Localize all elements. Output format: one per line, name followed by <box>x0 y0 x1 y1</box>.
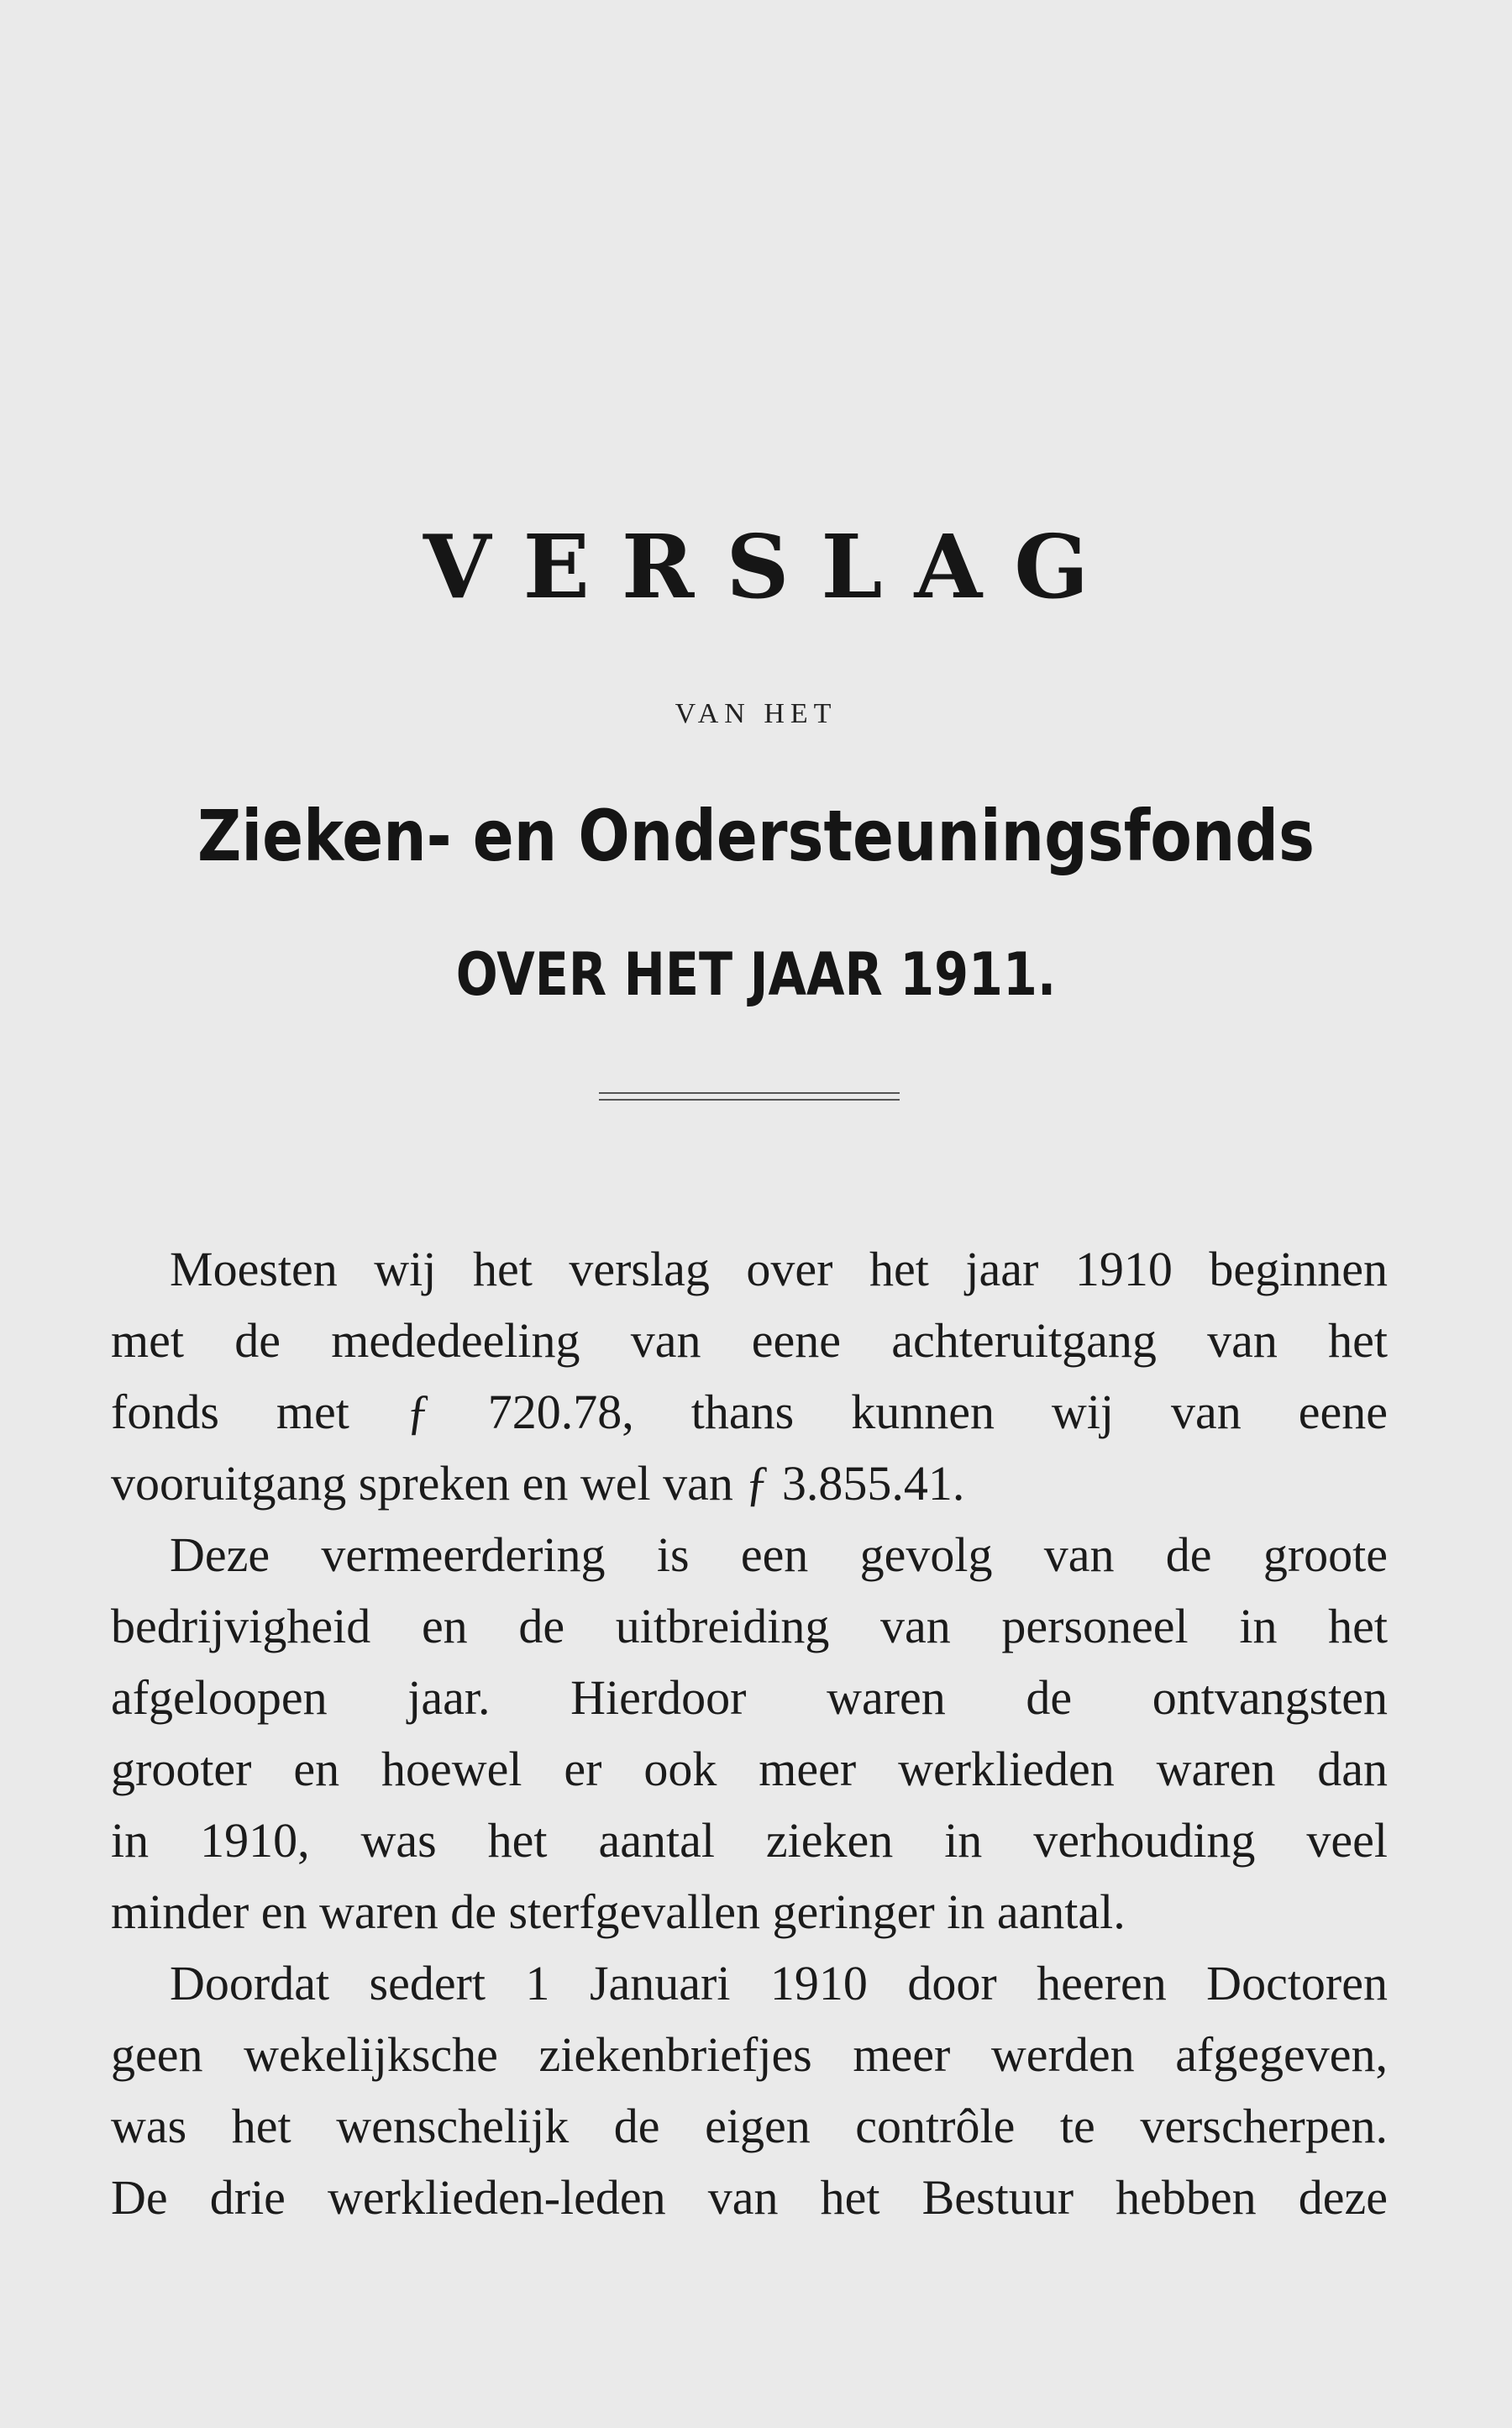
body-line: vooruitgang spreken en wel van ƒ 3.855.41. <box>111 1456 965 1511</box>
report-subtitle-van-het: VAN HET <box>675 698 837 729</box>
body-line: minder en waren de sterfgevallen geringer in aantal. <box>111 1884 1126 1939</box>
body-line: fonds met ƒ 720.78, thans kunnen wij van eene <box>111 1385 1388 1439</box>
report-year-heading: OVER HET JAAR 1911. <box>455 940 1057 1009</box>
body-line: met de mededeeling van eene achteruitgang van het <box>111 1313 1388 1368</box>
double-rule-divider <box>599 1092 900 1101</box>
body-line: grooter en hoewel er ook meer werklieden waren dan <box>111 1742 1388 1796</box>
body-line: in 1910, was het aantal zieken in verhouding veel <box>111 1813 1388 1868</box>
body-line: bedrijvigheid en de uitbreiding van personeel in het <box>111 1599 1388 1653</box>
fund-name-heading: Zieken- en Ondersteuningsfonds <box>197 795 1315 877</box>
body-line: was het wenschelijk de eigen contrôle te verscherpen. <box>111 2099 1388 2153</box>
report-body-text <box>111 1233 1388 2233</box>
body-line: geen wekelijksche ziekenbriefjes meer werden afgegeven, <box>111 2027 1388 2082</box>
body-line: afgeloopen jaar. Hierdoor waren de ontvangsten <box>111 1670 1388 1725</box>
body-line: Deze vermeerdering is een gevolg van de groote <box>170 1527 1388 1582</box>
body-line: De drie werklieden-leden van het Bestuur hebben deze <box>111 2170 1388 2225</box>
body-line: Doordat sedert 1 Januari 1910 door heeren Doctoren <box>170 1956 1388 2010</box>
report-title: VERSLAG <box>423 515 1121 618</box>
body-line: Moesten wij het verslag over het jaar 1910 beginnen <box>170 1242 1388 1296</box>
